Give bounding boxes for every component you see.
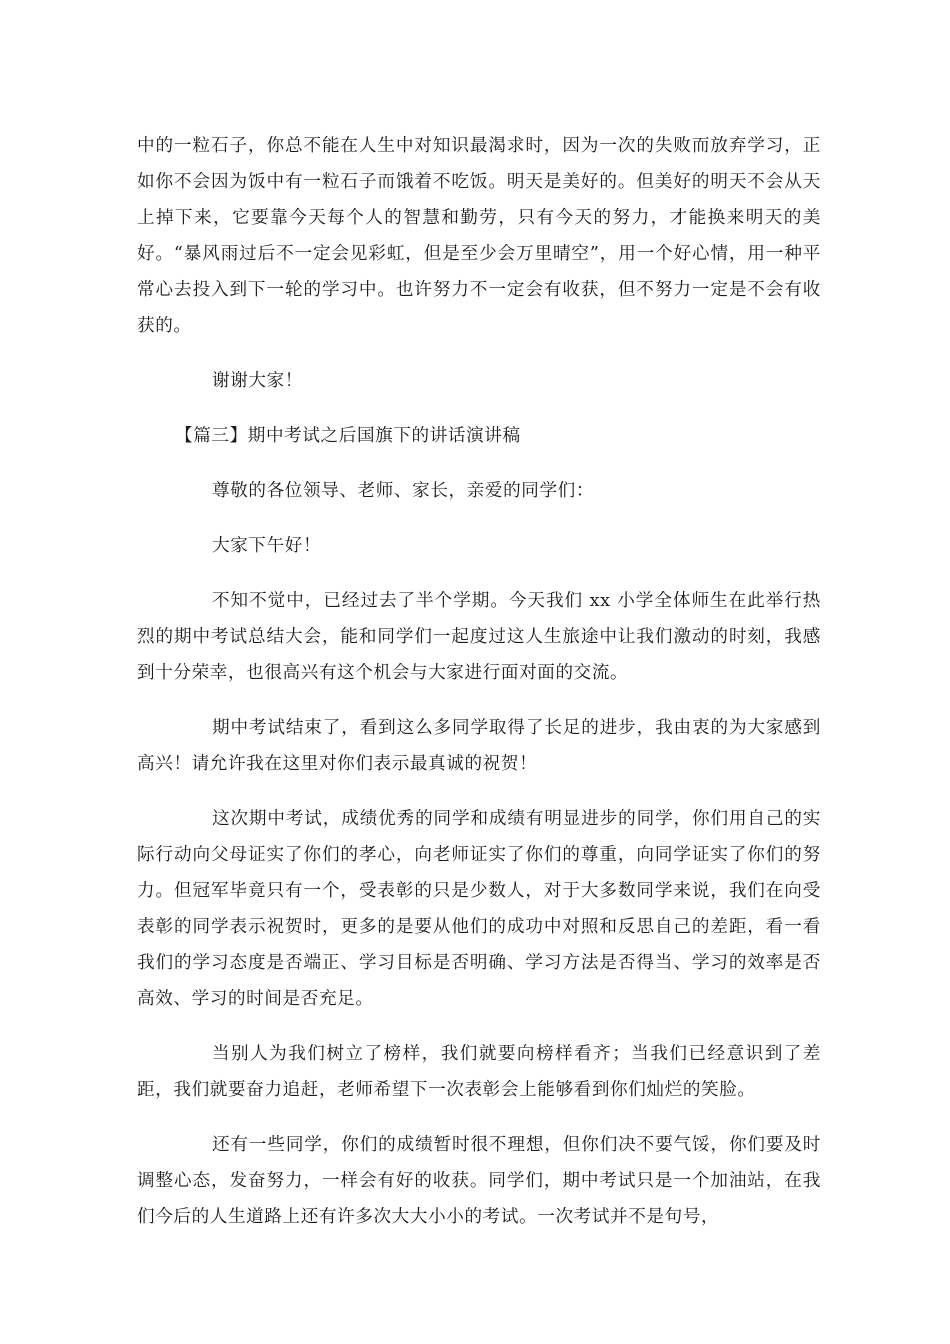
paragraph-body-1: 不知不觉中，已经过去了半个学期。今天我们 xx 小学全体师生在此举行热烈的期中考试总结大会，能和同学们一起度过这人生旅途中让我们激动的时刻，我感到十分荣幸，也很高兴有这个机会与大家进行面对面的交流。 — [137, 591, 821, 683]
paragraph-thanks: 谢谢大家！ — [212, 371, 303, 391]
paragraph-body-3: 这次期中考试，成绩优秀的同学和成绩有明显进步的同学，你们用自己的实际行动向父母证实了你们的孝心，向老师证实了你们的尊重，向同学证实了你们的努力。但冠军毕竟只有一个，受表彰的只是少数人，对于大多数同学来说，我们在向受表彰的同学表示祝贺时，更多的是要从他们的成功中对照和反思自己的差距，看一看我们的学习态度是否端正、学习目标是否明确、学习方法是否得当、学习的效率是否高效、学习的时间是否充足。 — [137, 809, 821, 1009]
paragraph-body-2: 期中考试结束了，看到这么多同学取得了长足的进步，我由衷的为大家感到高兴！请允许我在这里对你们表示最真诚的祝贺！ — [137, 718, 821, 774]
document-page — [137, 128, 821, 1254]
paragraph-body-5: 还有一些同学，你们的成绩暂时很不理想，但你们决不要气馁，你们要及时调整心态，发奋努力，一样会有好的收获。同学们，期中考试只是一个加油站，在我们今后的人生道路上还有许多次大大小小的考试。一次考试并不是句号， — [137, 1135, 821, 1227]
paragraph-continuation: 中的一粒石子，你总不能在人生中对知识最渴求时，因为一次的失败而放弃学习，正如你不会因为饭中有一粒石子而饿着不吃饭。明天是美好的。但美好的明天不会从天上掉下来，它要靠今天每个人的智慧和勤劳，只有今天的努力，才能换来明天的美好。“暴风雨过后不一定会见彩虹，但是至少会万里晴空”，用一个好心情，用一种平常心去投入到下一轮的学习中。也许努力不一定会有收获，但不努力一定是不会有收获的。 — [137, 136, 821, 336]
paragraph-salutation: 尊敬的各位领导、老师、家长，亲爱的同学们： — [212, 481, 595, 501]
section-heading: 【篇三】期中考试之后国旗下的讲话演讲稿 — [175, 426, 521, 446]
paragraph-greeting: 大家下午好！ — [212, 536, 322, 556]
paragraph-body-4: 当别人为我们树立了榜样，我们就要向榜样看齐；当我们已经意识到了差距，我们就要奋力追赶，老师希望下一次表彰会上能够看到你们灿烂的笑脸。 — [137, 1044, 821, 1100]
